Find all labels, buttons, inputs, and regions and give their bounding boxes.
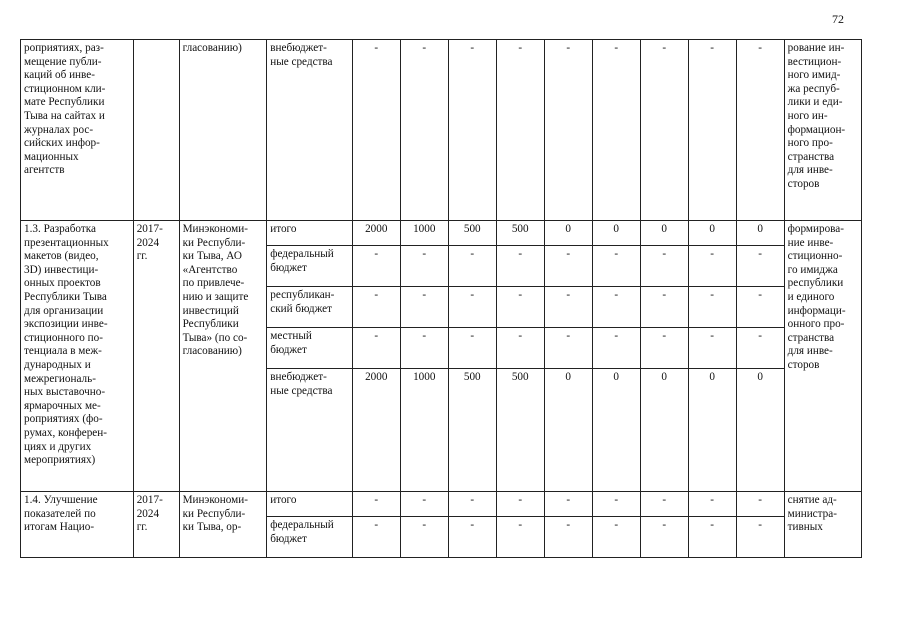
value-cell: 0: [736, 369, 784, 492]
table-row: [21, 40, 862, 221]
value-cell: -: [592, 287, 640, 328]
value-cell: 0: [736, 221, 784, 246]
value-cell: -: [736, 287, 784, 328]
value-cell: -: [400, 492, 448, 517]
value-cell: -: [592, 492, 640, 517]
funding-source-cell: республикан- ский бюджет: [267, 287, 353, 328]
table-row: [21, 221, 862, 246]
executor-cell: Минэкономи- ки Республи- ки Тыва, АО «Агентство по привлече- нию и защите инвестиций Республики Тыва» (по со- гласованию): [179, 221, 267, 492]
value-cell: 500: [448, 221, 496, 246]
value-cell: 1000: [400, 369, 448, 492]
value-cell: -: [400, 246, 448, 287]
value-cell: 0: [640, 221, 688, 246]
value-cell: -: [544, 328, 592, 369]
value-cell: -: [496, 492, 544, 517]
funding-source-cell: внебюджет- ные средства: [267, 40, 353, 221]
value-cell: -: [352, 287, 400, 328]
value-cell: -: [400, 40, 448, 221]
value-cell: -: [496, 246, 544, 287]
value-cell: 0: [688, 221, 736, 246]
value-cell: 0: [688, 369, 736, 492]
value-cell: -: [544, 246, 592, 287]
value-cell: -: [640, 40, 688, 221]
value-cell: -: [736, 328, 784, 369]
funding-source-cell: федеральный бюджет: [267, 246, 353, 287]
value-cell: -: [400, 287, 448, 328]
value-cell: 0: [592, 221, 640, 246]
period-cell: 2017- 2024 гг.: [133, 221, 179, 492]
value-cell: -: [448, 40, 496, 221]
value-cell: -: [496, 287, 544, 328]
value-cell: -: [448, 492, 496, 517]
period-cell: [133, 40, 179, 221]
funding-source-cell: федеральный бюджет: [267, 517, 353, 558]
value-cell: -: [736, 492, 784, 517]
value-cell: -: [496, 517, 544, 558]
executor-cell: гласованию): [179, 40, 267, 221]
result-cell: формирова- ние инве- стиционно- го имиджа республики и единого информаци- онного про- странства для инве- сторов: [784, 221, 861, 492]
value-cell: -: [352, 246, 400, 287]
period-cell: 2017- 2024 гг.: [133, 492, 179, 558]
value-cell: -: [352, 328, 400, 369]
value-cell: -: [688, 492, 736, 517]
value-cell: -: [640, 328, 688, 369]
value-cell: 500: [496, 369, 544, 492]
value-cell: 0: [640, 369, 688, 492]
measure-cell: 1.3. Разработка презентационных макетов (видео, 3D) инвестици- онных проектов Республики Тыва для организации экспозиции инве- стиционного по- тенциала в меж- дународных и межрегиональ- ных выставочно- ярмарочных ме- роприятиях (фо- румах, конферен- циях и других мероприятиях): [21, 221, 134, 492]
value-cell: -: [592, 328, 640, 369]
value-cell: -: [544, 287, 592, 328]
value-cell: -: [448, 287, 496, 328]
value-cell: -: [736, 246, 784, 287]
program-table: [20, 39, 862, 558]
value-cell: -: [448, 246, 496, 287]
funding-source-cell: местный бюджет: [267, 328, 353, 369]
value-cell: -: [544, 492, 592, 517]
funding-source-cell: итого: [267, 492, 353, 517]
result-cell: снятие ад- министра- тивных: [784, 492, 861, 558]
funding-source-cell: итого: [267, 221, 353, 246]
value-cell: -: [592, 246, 640, 287]
value-cell: -: [640, 492, 688, 517]
value-cell: 500: [496, 221, 544, 246]
value-cell: -: [688, 328, 736, 369]
value-cell: -: [400, 328, 448, 369]
value-cell: -: [592, 517, 640, 558]
measure-cell: роприятиях, раз- мещение публи- каций об инве- стиционном кли- мате Республики Тыва на сайтах и журналах рос- сийских инфор- мационных агентств: [21, 40, 134, 221]
value-cell: -: [736, 40, 784, 221]
value-cell: 2000: [352, 221, 400, 246]
page-number: 72: [832, 12, 844, 26]
value-cell: -: [688, 40, 736, 221]
value-cell: 0: [592, 369, 640, 492]
value-cell: -: [688, 287, 736, 328]
value-cell: -: [688, 517, 736, 558]
executor-cell: Минэкономи- ки Республи- ки Тыва, ор-: [179, 492, 267, 558]
value-cell: 1000: [400, 221, 448, 246]
value-cell: 500: [448, 369, 496, 492]
value-cell: 0: [544, 369, 592, 492]
value-cell: -: [496, 328, 544, 369]
value-cell: -: [400, 517, 448, 558]
value-cell: -: [688, 246, 736, 287]
value-cell: 2000: [352, 369, 400, 492]
value-cell: -: [640, 246, 688, 287]
measure-cell: 1.4. Улучшение показателей по итогам Нацио-: [21, 492, 134, 558]
result-cell: рование ин- вестицион- ного имид- жа респуб- лики и еди- ного ин- формацион- ного про- странства для инве- сторов: [784, 40, 861, 221]
value-cell: -: [544, 517, 592, 558]
value-cell: -: [448, 517, 496, 558]
value-cell: -: [592, 40, 640, 221]
funding-source-cell: внебюджет- ные средства: [267, 369, 353, 492]
value-cell: -: [736, 517, 784, 558]
value-cell: -: [352, 40, 400, 221]
value-cell: -: [352, 492, 400, 517]
value-cell: -: [544, 40, 592, 221]
table-row: [21, 492, 862, 517]
value-cell: -: [448, 328, 496, 369]
value-cell: -: [496, 40, 544, 221]
value-cell: -: [640, 517, 688, 558]
value-cell: -: [352, 517, 400, 558]
value-cell: 0: [544, 221, 592, 246]
value-cell: -: [640, 287, 688, 328]
